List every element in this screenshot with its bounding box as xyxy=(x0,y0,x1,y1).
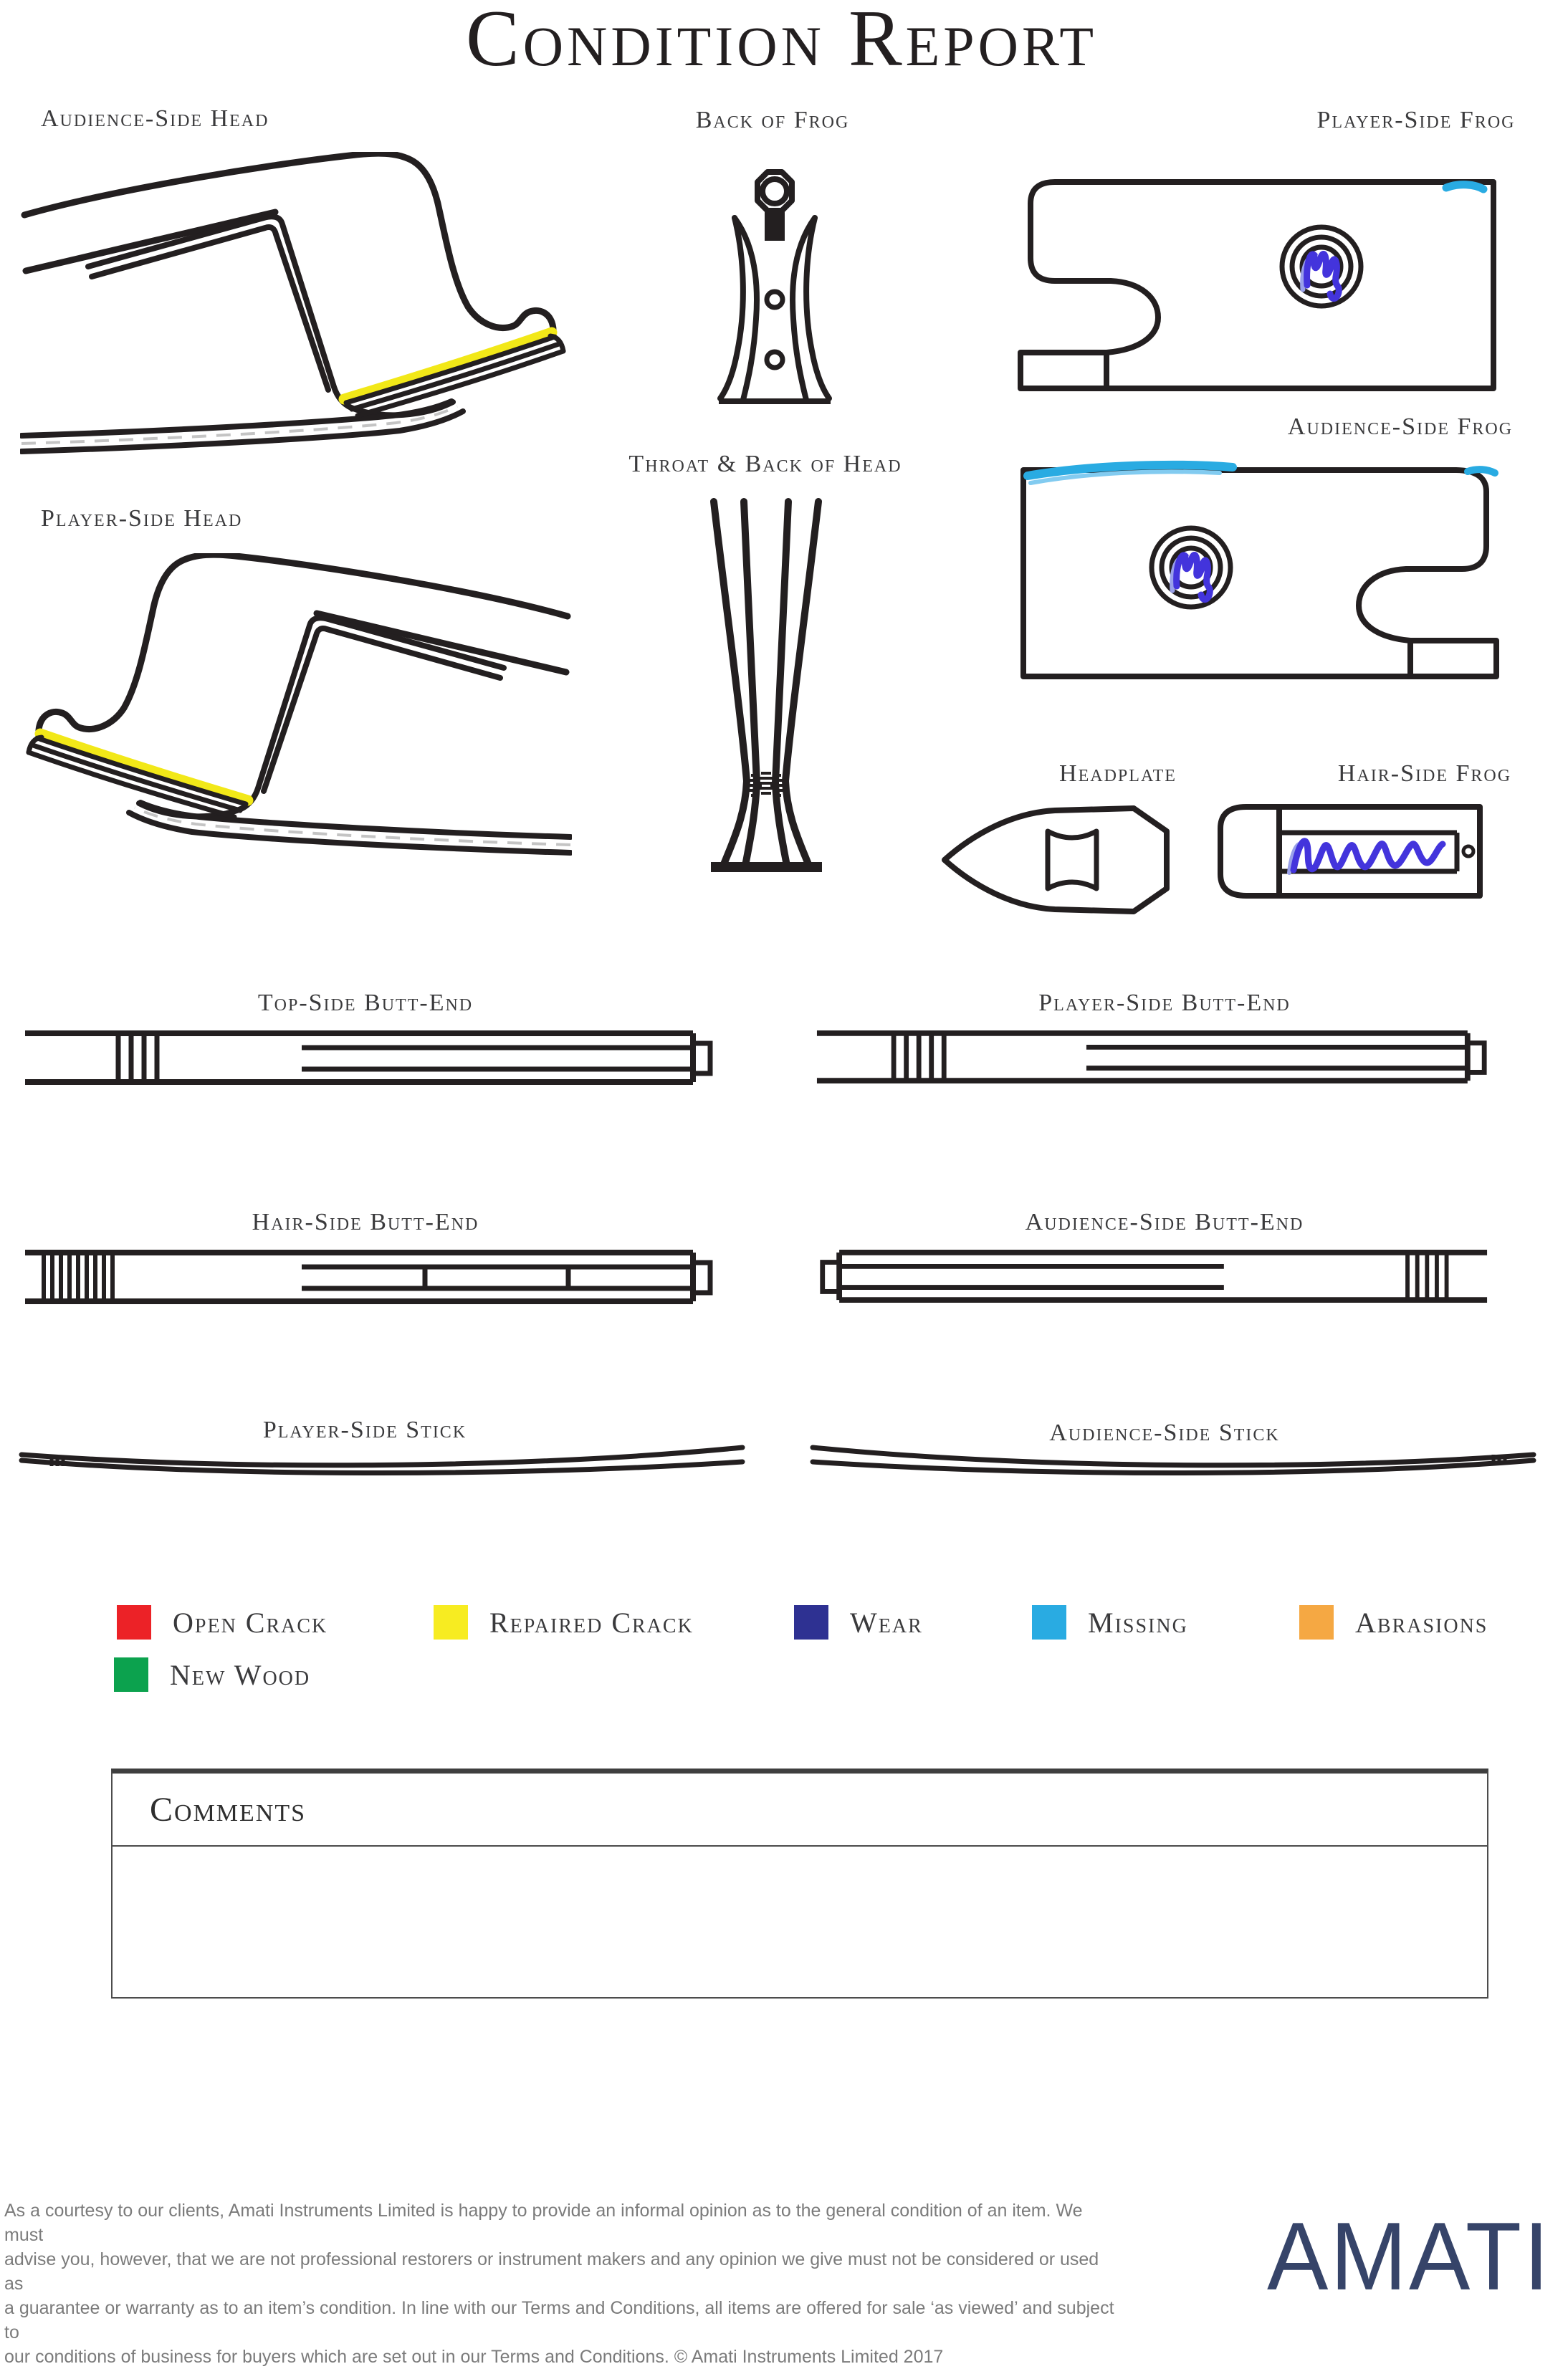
abrasions-swatch xyxy=(1299,1605,1334,1640)
amati-logo: AMATI xyxy=(1267,2203,1552,2311)
label-audience-side-stick: Audience-Side Stick xyxy=(1049,1420,1280,1446)
eyelet-lower xyxy=(767,352,783,368)
player-side-butt-end-diagram xyxy=(816,1029,1489,1085)
throat-back-of-head-diagram xyxy=(704,500,829,873)
lapping-ticks xyxy=(1493,1455,1505,1465)
disclaimer-line: a guarantee or warranty as to an item’s condition. In line with our Terms and Conditions, all items are offered for sale ‘as viewed’ and subject to xyxy=(4,2298,1114,2342)
stick-upper-edge xyxy=(813,1447,1534,1465)
wear-swatch xyxy=(794,1605,828,1640)
player-side-frog-diagram xyxy=(1018,178,1499,393)
lapping-ticks xyxy=(52,1456,63,1466)
player-side-head-diagram xyxy=(20,553,572,857)
label-headplate: Headplate xyxy=(1059,760,1177,787)
disclaimer-line: As a courtesy to our clients, Amati Instruments Limited is happy to provide an informal opinion as to the general condition of an item. We must xyxy=(4,2201,1083,2245)
legend-label: New Wood xyxy=(170,1658,311,1691)
label-hair-side-butt-end: Hair-Side Butt-End xyxy=(252,1209,479,1235)
hair-side-frog-diagram xyxy=(1213,804,1489,899)
lapping-lines xyxy=(894,1033,944,1081)
legend-label: Open Crack xyxy=(173,1606,328,1639)
headplate-diagram xyxy=(940,803,1173,917)
stick-upper-edge xyxy=(21,1447,742,1465)
legend-label: Abrasions xyxy=(1355,1606,1488,1639)
lapping-lines xyxy=(1407,1253,1447,1300)
frog-outline xyxy=(1020,182,1493,388)
comments-box xyxy=(111,1769,1488,1999)
wear-mark xyxy=(1294,841,1443,870)
label-audience-side-head: Audience-Side Head xyxy=(41,105,269,132)
label-throat-back-of-head: Throat & Back of Head xyxy=(628,451,902,477)
frog-back-outer-left xyxy=(720,218,743,398)
frog-back-outer-right xyxy=(806,218,829,398)
legend-item-wear xyxy=(794,1605,923,1640)
outer-right-line xyxy=(785,502,818,864)
lapping-lines xyxy=(44,1253,113,1301)
legend-item-missing xyxy=(1032,1605,1188,1640)
button-tang xyxy=(765,211,785,241)
disclaimer xyxy=(4,2198,1122,2369)
headplate-outline xyxy=(945,808,1167,911)
label-player-side-stick: Player-Side Stick xyxy=(262,1417,467,1443)
disclaimer-line: our conditions of business for buyers which are set out in our Terms and Conditions. © Amati Instruments Limited 2017 xyxy=(4,2347,944,2367)
missing-mark xyxy=(1446,185,1483,189)
top-side-butt-end-diagram xyxy=(24,1029,715,1086)
audience-side-butt-end-diagram xyxy=(816,1248,1489,1304)
hair-side-butt-end-diagram xyxy=(24,1248,715,1306)
outer-left-line xyxy=(714,502,747,864)
legend-item-new-wood xyxy=(114,1657,310,1692)
comments-header xyxy=(113,1774,1487,1847)
player-side-stick-diagram xyxy=(20,1442,745,1476)
new-wood-swatch xyxy=(114,1657,148,1692)
label-hair-side-frog: Hair-Side Frog xyxy=(1337,760,1512,787)
frog-outline xyxy=(1023,470,1496,676)
legend-label: Missing xyxy=(1088,1606,1188,1639)
label-player-side-frog: Player-Side Frog xyxy=(1316,107,1516,133)
back-of-frog-diagram xyxy=(713,172,835,412)
eyelet-upper xyxy=(767,292,783,307)
label-back-of-frog: Back of Frog xyxy=(695,107,850,133)
audience-side-head-diagram xyxy=(20,152,572,456)
label-player-side-butt-end: Player-Side Butt-End xyxy=(1038,990,1291,1016)
repaired-crack-swatch xyxy=(434,1605,468,1640)
missing-mark-short xyxy=(1468,469,1495,473)
button-pearl-eye xyxy=(763,179,787,204)
missing-swatch xyxy=(1032,1605,1066,1640)
audience-side-stick-diagram xyxy=(811,1442,1536,1476)
disclaimer-line: advise you, however, that we are not professional restorers or instrument makers and any opinion we give must not be considered or used as xyxy=(4,2249,1099,2294)
legend-item-repaired-crack xyxy=(434,1605,694,1640)
comments-blank-area xyxy=(113,1847,1487,1996)
label-audience-side-butt-end: Audience-Side Butt-End xyxy=(1025,1209,1304,1235)
legend-item-open-crack xyxy=(117,1605,328,1640)
legend-item-abrasions xyxy=(1299,1605,1488,1640)
lapping-lines xyxy=(118,1033,157,1082)
page-title: Condition Report xyxy=(466,0,1097,83)
label-player-side-head: Player-Side Head xyxy=(41,505,243,532)
open-crack-swatch xyxy=(117,1605,151,1640)
legend-label: Repaired Crack xyxy=(489,1606,694,1639)
comments-title: Comments xyxy=(150,1790,307,1829)
headplate-inner-frame xyxy=(1048,831,1096,889)
audience-side-frog-diagram xyxy=(1016,459,1501,681)
label-audience-side-frog: Audience-Side Frog xyxy=(1287,413,1514,440)
legend-label: Wear xyxy=(850,1606,923,1639)
label-top-side-butt-end: Top-Side Butt-End xyxy=(257,990,474,1016)
screw-eyelet xyxy=(1463,846,1473,856)
